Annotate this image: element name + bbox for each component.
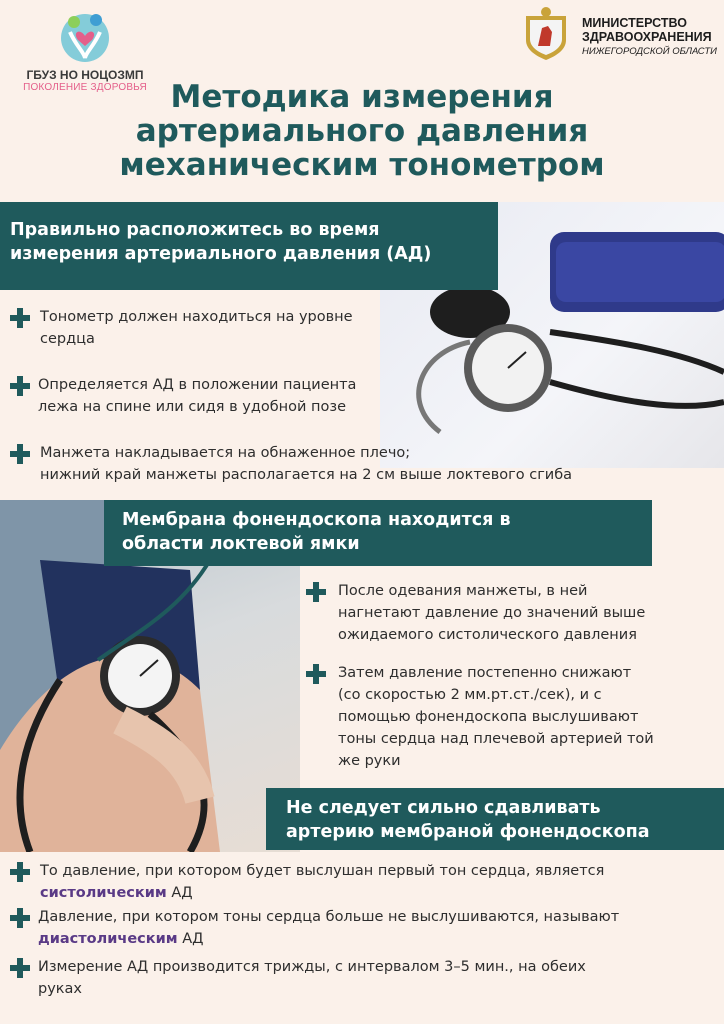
plus-icon <box>306 582 326 602</box>
item-line: То давление, при котором будет выслушан первый тон сердца, является <box>40 863 605 879</box>
item-line: нагнетают давление до значений выше <box>338 605 646 621</box>
plus-icon <box>10 908 30 928</box>
section1-banner-line1: Правильно расположитесь во время <box>10 220 380 240</box>
item-line: После одевания манжеты, в ней <box>338 583 588 599</box>
item-line: помощью фонендоскопа выслушивают <box>338 709 639 725</box>
list-item <box>306 580 724 646</box>
ministry-line1: МИНИСТЕРСТВО <box>582 16 687 30</box>
item-tail: АД <box>177 931 204 947</box>
item-line: ожидаемого систолического давления <box>338 627 637 643</box>
item-tail: АД <box>166 885 193 901</box>
coat-of-arms-icon <box>518 6 574 62</box>
plus-icon <box>306 664 326 684</box>
section3-banner-line2: артерию мембраной фонендоскопа <box>286 822 650 842</box>
section3-banner <box>266 788 724 850</box>
title-line3: механическим тонометром <box>119 147 605 183</box>
list-item <box>10 906 724 950</box>
item-line: Затем давление постепенно снижают <box>338 665 632 681</box>
section2-banner-line1: Мембрана фонендоскопа находится в <box>122 510 511 530</box>
list-item <box>10 442 724 486</box>
section2-banner <box>104 500 652 566</box>
ministry-line2: ЗДРАВООХРАНЕНИЯ <box>582 30 712 44</box>
title-line1: Методика измерения <box>170 79 554 115</box>
plus-icon <box>10 444 30 464</box>
item-line: сердца <box>40 331 95 347</box>
plus-icon <box>10 958 30 978</box>
section1-banner-line2: измерения артериального давления (АД) <box>10 244 432 264</box>
plus-icon <box>10 862 30 882</box>
item-line: (со скоростью 2 мм.рт.ст./сек), и с <box>338 687 602 703</box>
org-name: ГБУЗ НО НОЦОЗМП <box>26 68 144 82</box>
org-logo-icon <box>40 6 130 66</box>
section1-banner <box>0 202 498 290</box>
item-line-highlighted <box>38 928 724 950</box>
title-line2: артериального давления <box>135 113 589 149</box>
org-subtitle: ПОКОЛЕНИЕ ЗДОРОВЬЯ <box>23 82 147 93</box>
item-line: Измерение АД производится трижды, с интервалом 3–5 мин., на обеих <box>38 959 586 975</box>
page-title <box>40 80 684 182</box>
ministry-logo <box>518 6 718 66</box>
plus-icon <box>10 376 30 396</box>
pointer-curve <box>90 560 230 680</box>
item-line: нижний край манжеты располагается на 2 см выше локтевого сгиба <box>40 467 573 483</box>
section3-banner-line1: Не следует сильно сдавливать <box>286 798 601 818</box>
item-line: Давление, при котором тоны сердца больше не выслушиваются, называют <box>38 909 620 925</box>
plus-icon <box>10 308 30 328</box>
list-item <box>10 374 430 418</box>
ministry-subtitle: НИЖЕГОРОДСКОЙ ОБЛАСТИ <box>582 46 717 57</box>
item-line: Определяется АД в положении пациента <box>38 377 357 393</box>
item-line: руках <box>38 981 83 997</box>
list-item <box>10 956 724 1000</box>
list-item <box>10 860 724 904</box>
item-line: же руки <box>338 753 401 769</box>
diastolic-highlight: диастолическим <box>38 931 178 947</box>
item-line: Тонометр должен находиться на уровне <box>40 309 353 325</box>
item-line: лежа на спине или сидя в удобной позе <box>38 399 347 415</box>
item-line: тоны сердца над плечевой артерией той <box>338 731 654 747</box>
list-item <box>10 306 410 350</box>
section2-banner-line2: области локтевой ямки <box>122 534 360 554</box>
ministry-name <box>582 16 712 44</box>
item-line: Манжета накладывается на обнаженное плечо; <box>40 445 411 461</box>
item-line-highlighted <box>40 882 724 904</box>
list-item <box>306 662 724 772</box>
systolic-highlight: систолическим <box>40 885 167 901</box>
